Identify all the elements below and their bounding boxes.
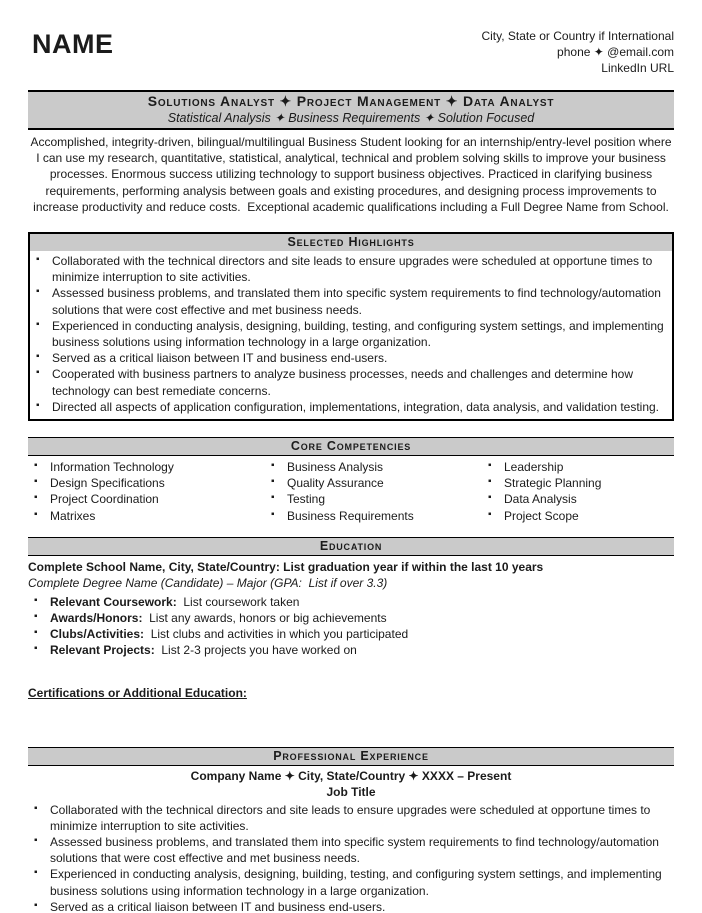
square-bullet-icon: ▪ bbox=[36, 286, 40, 298]
bullet-item bbox=[265, 491, 478, 507]
bullet-item bbox=[28, 475, 261, 491]
bullet-item bbox=[265, 459, 478, 475]
banner-skills: Statistical Analysis ✦ Business Requirements ✦ Solution Focused bbox=[167, 111, 535, 125]
selected-highlights-section bbox=[28, 232, 674, 421]
summary-paragraph: Accomplished, integrity-driven, bilingual/multilingual Business Student looking for an internship/entry-level position where I can use my research, quantitative, statistical, analytical, technical and problem solving skills to improve your business processes. Enormous success utilizing technology to support business objectives. Practiced in clarifying business requirements, performing analysis between goals and existing procedures, and designing process improvements to increase productivity and reduce costs. Exceptional academic qualifications including a Full Degree Name from School. bbox=[30, 135, 675, 214]
square-bullet-icon: ▪ bbox=[34, 867, 38, 879]
competencies-column-1 bbox=[28, 459, 265, 524]
bullet-item bbox=[28, 866, 670, 898]
bullet-item bbox=[28, 802, 670, 834]
square-bullet-icon: ▪ bbox=[271, 492, 275, 504]
title-banner bbox=[28, 90, 674, 130]
square-bullet-icon: ▪ bbox=[34, 899, 38, 911]
bullet-text: Business Requirements bbox=[287, 508, 414, 523]
bullet-text: Project Coordination bbox=[50, 492, 159, 507]
square-bullet-icon: ▪ bbox=[488, 460, 492, 472]
bullet-text: Served as a critical liaison between IT and business end-users. bbox=[50, 899, 386, 913]
bullet-item bbox=[28, 610, 670, 626]
bullet-text: Quality Assurance bbox=[287, 476, 384, 491]
bullet-text: Relevant Projects: List 2-3 projects you have worked on bbox=[50, 643, 357, 658]
core-competencies-columns bbox=[28, 459, 674, 524]
bullet-text: Information Technology bbox=[50, 460, 174, 475]
square-bullet-icon: ▪ bbox=[34, 643, 38, 655]
experience-list bbox=[28, 802, 674, 913]
bullet-label: Clubs/Activities: bbox=[50, 627, 145, 642]
bullet-text: Experienced in conducting analysis, designing, building, testing, and configuring system settings, and implementing business solutions using information technology in a large organization. bbox=[52, 318, 664, 350]
experience-company-line: Company Name ✦ City, State/Country ✦ XXXX – Present bbox=[190, 768, 512, 783]
bullet-text: Leadership bbox=[504, 460, 564, 475]
bullet-item bbox=[265, 475, 478, 491]
bullet-item bbox=[28, 491, 261, 507]
bullet-item bbox=[265, 508, 478, 524]
bullet-item bbox=[30, 318, 668, 350]
bullet-item bbox=[28, 626, 670, 642]
contact-location: City, State or Country if International bbox=[481, 29, 674, 43]
contact-block bbox=[481, 26, 674, 76]
professional-experience-section bbox=[28, 747, 674, 913]
education-school-line: Complete School Name, City, State/Country: List graduation year if within the last 10 years bbox=[28, 559, 544, 574]
bullet-text: Served as a critical liaison between IT and business end-users. bbox=[52, 351, 388, 366]
experience-job-title: Job Title bbox=[326, 784, 376, 799]
square-bullet-icon: ▪ bbox=[34, 460, 38, 472]
education-list bbox=[28, 594, 674, 659]
bullet-text: Collaborated with the technical directors and site leads to ensure upgrades were scheduled at opportune times to minimize interruption to site activities. bbox=[52, 254, 653, 285]
candidate-name: NAME bbox=[32, 29, 114, 59]
bullet-text: Matrixes bbox=[50, 508, 96, 523]
square-bullet-icon: ▪ bbox=[488, 508, 492, 520]
square-bullet-icon: ▪ bbox=[34, 508, 38, 520]
bullet-text: Collaborated with the technical directors and site leads to ensure upgrades were scheduled at opportune times to minimize interruption to site activities. bbox=[50, 802, 651, 833]
bullet-text: Design Specifications bbox=[50, 476, 165, 491]
selected-highlights-heading: Selected Highlights bbox=[30, 234, 672, 251]
bullet-text: Data Analysis bbox=[504, 492, 577, 507]
contact-phone-email: phone ✦ @email.com bbox=[557, 45, 674, 59]
bullet-item bbox=[28, 594, 670, 610]
square-bullet-icon: ▪ bbox=[36, 399, 40, 411]
bullet-text: Business Analysis bbox=[287, 460, 384, 475]
education-heading: Education bbox=[28, 537, 674, 556]
square-bullet-icon: ▪ bbox=[34, 594, 38, 606]
education-degree-line: Complete Degree Name (Candidate) – Major (GPA: List if over 3.3) bbox=[28, 576, 388, 591]
square-bullet-icon: ▪ bbox=[488, 476, 492, 488]
bullet-text: Experienced in conducting analysis, designing, building, testing, and configuring system settings, and implementing business solutions using information technology in a large organization. bbox=[50, 867, 662, 898]
square-bullet-icon: ▪ bbox=[34, 476, 38, 488]
square-bullet-icon: ▪ bbox=[36, 254, 40, 266]
square-bullet-icon: ▪ bbox=[36, 318, 40, 330]
certifications-heading: Certifications or Additional Education: bbox=[28, 685, 247, 700]
competencies-column-2 bbox=[265, 459, 482, 524]
bullet-text: Assessed business problems, and translated them into specific system requirements to find technology/automation solutions that were cost effective and met business needs. bbox=[52, 286, 661, 317]
core-competencies-section bbox=[28, 437, 674, 524]
square-bullet-icon: ▪ bbox=[36, 367, 40, 379]
bullet-item bbox=[28, 459, 261, 475]
bullet-text: Testing bbox=[287, 492, 326, 507]
square-bullet-icon: ▪ bbox=[34, 492, 38, 504]
square-bullet-icon: ▪ bbox=[36, 351, 40, 363]
square-bullet-icon: ▪ bbox=[34, 835, 38, 847]
header bbox=[28, 26, 674, 76]
bullet-item bbox=[482, 508, 670, 524]
bullet-text: Assessed business problems, and translated them into specific system requirements to find technology/automation solutions that were cost effective and met business needs. bbox=[50, 835, 659, 866]
square-bullet-icon: ▪ bbox=[271, 460, 275, 472]
bullet-text: Relevant Coursework: List coursework taken bbox=[50, 594, 300, 609]
competencies-column-3 bbox=[482, 459, 674, 524]
bullet-text: Directed all aspects of application configuration, implementations, integration, data analysis, and validation testing. bbox=[52, 399, 660, 414]
bullet-item bbox=[30, 285, 668, 317]
bullet-text: Strategic Planning bbox=[504, 476, 602, 491]
banner-roles: Solutions Analyst ✦ Project Management ✦ Data Analyst bbox=[147, 93, 555, 109]
bullet-item bbox=[482, 459, 670, 475]
bullet-item bbox=[28, 508, 261, 524]
bullet-item bbox=[30, 399, 668, 415]
contact-linkedin: LinkedIn URL bbox=[601, 61, 674, 75]
square-bullet-icon: ▪ bbox=[488, 492, 492, 504]
square-bullet-icon: ▪ bbox=[34, 611, 38, 623]
selected-highlights-list bbox=[30, 253, 672, 415]
bullet-text: Clubs/Activities: List clubs and activities in which you participated bbox=[50, 627, 409, 642]
square-bullet-icon: ▪ bbox=[34, 802, 38, 814]
bullet-item bbox=[28, 834, 670, 866]
bullet-label: Relevant Coursework: bbox=[50, 594, 177, 609]
bullet-item bbox=[28, 899, 670, 913]
bullet-item bbox=[30, 366, 668, 398]
bullet-item bbox=[482, 491, 670, 507]
professional-experience-heading: Professional Experience bbox=[28, 747, 674, 766]
square-bullet-icon: ▪ bbox=[34, 627, 38, 639]
square-bullet-icon: ▪ bbox=[271, 508, 275, 520]
bullet-label: Relevant Projects: bbox=[50, 643, 155, 658]
bullet-item bbox=[28, 642, 670, 658]
bullet-text: Cooperated with business partners to analyze business processes, needs and challenges and determine how technology can best remediate concerns. bbox=[52, 367, 634, 398]
bullet-text: Project Scope bbox=[504, 508, 579, 523]
education-section bbox=[28, 537, 674, 700]
bullet-label: Awards/Honors: bbox=[50, 611, 143, 626]
core-competencies-heading: Core Competencies bbox=[28, 437, 674, 456]
bullet-item bbox=[30, 350, 668, 366]
square-bullet-icon: ▪ bbox=[271, 476, 275, 488]
bullet-item bbox=[30, 253, 668, 285]
bullet-text: Awards/Honors: List any awards, honors or big achievements bbox=[50, 611, 387, 626]
bullet-item bbox=[482, 475, 670, 491]
